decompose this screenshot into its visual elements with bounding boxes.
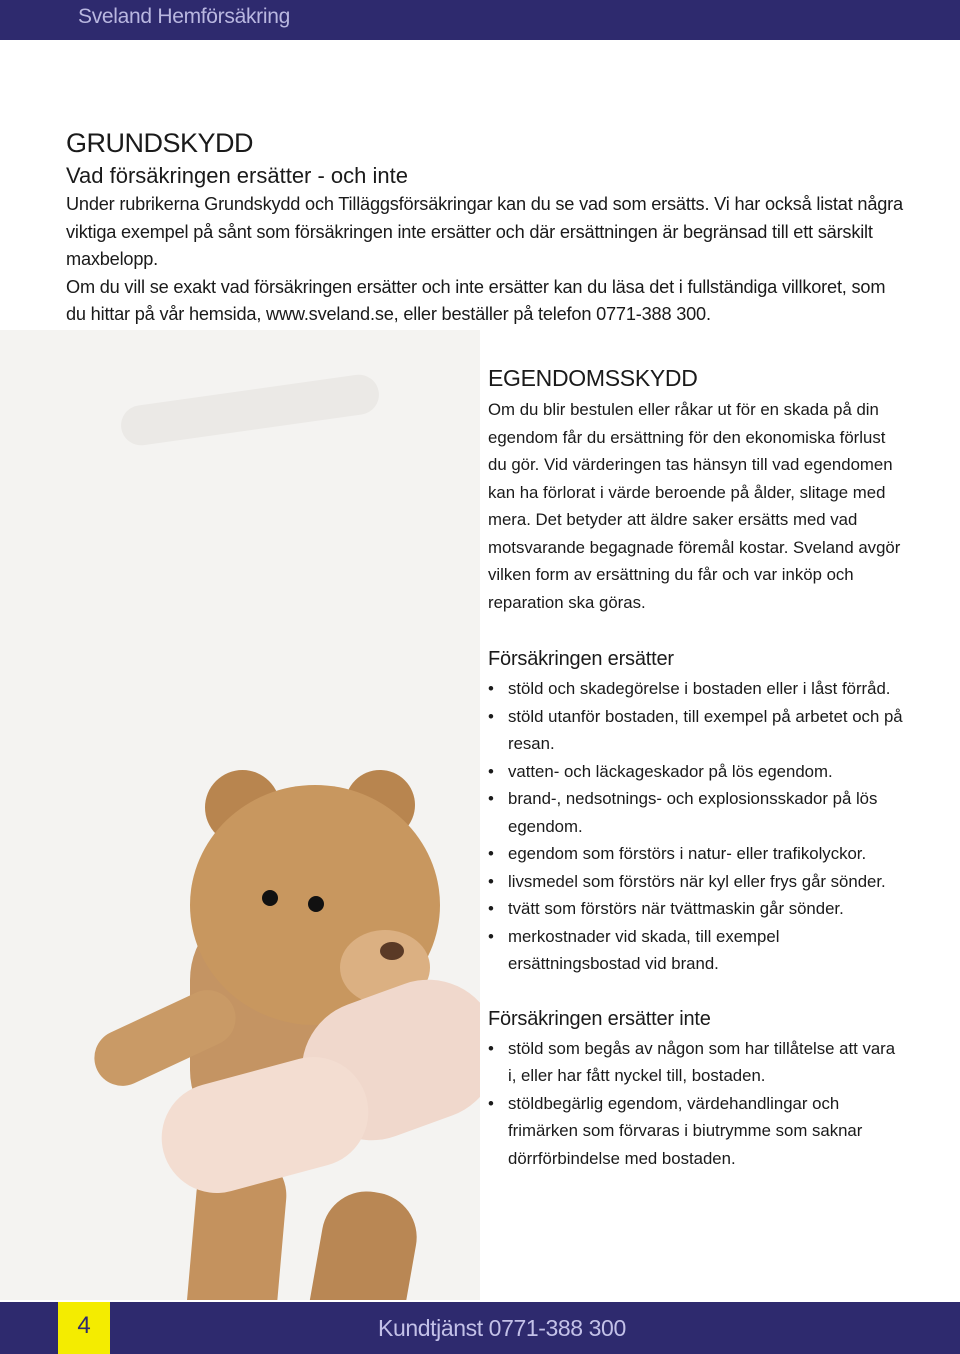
bear-eye-right (308, 896, 324, 912)
header-bar (0, 0, 960, 40)
list-item: • brand-, nedsotnings- och explosionsskador på lös egendom. (488, 785, 908, 840)
ersatter-list (488, 675, 908, 978)
footer-bar (0, 1302, 960, 1354)
egendomsskydd-title: EGENDOMSSKYDD (488, 365, 698, 391)
page-subtitle: Vad försäkringen ersätter - och inte (66, 163, 408, 188)
bear-eye-left (262, 890, 278, 906)
teddy-bear-photo (0, 330, 480, 1300)
list-item: • vatten- och läckageskador på lös egendom. (488, 758, 908, 786)
list-item: • stöld utanför bostaden, till exempel på arbetet och på resan. (488, 703, 908, 758)
list-item: • egendom som förstörs i natur- eller trafikolyckor. (488, 840, 908, 868)
list-item: • livsmedel som förstörs när kyl eller frys går sönder. (488, 868, 908, 896)
ersatter-title: Försäkringen ersätter (488, 648, 674, 670)
list-item: • merkostnader vid skada, till exempel ersättningsbostad vid brand. (488, 923, 908, 978)
right-column (488, 365, 908, 1172)
intro-paragraph-1: Under rubrikerna Grundskydd och Tilläggsförsäkringar kan du se vad som ersätts. Vi har också listat några viktiga exempel på sånt som försäkringen inte ersätter och där ersättningen är begränsad till ett särskilt maxbelopp. (66, 194, 903, 269)
list-item: • stöld och skadegörelse i bostaden eller i låst förråd. (488, 675, 908, 703)
ersatter-inte-title: Försäkringen ersätter inte (488, 1007, 711, 1030)
page-number: 4 (77, 1312, 91, 1339)
page-title: GRUNDSKYDD (66, 128, 254, 158)
header-title: Sveland Hemförsäkring (78, 5, 290, 28)
ersatter-inte-list (488, 1035, 908, 1173)
egendomsskydd-text: Om du blir bestulen eller råkar ut för en skada på din egendom får du ersättning för den ekonomiska förlust du gör. Vid värderingen tas hänsyn till vad egendomen kan ha förlorat i värde beroende på ålder, slitage med mera. Det betyder att äldre saker ersätts med vad motsvarande begagnade föremål kostar. Sveland avgör vilken form av ersättning du får och var inköp och reparation ska göras. (488, 400, 901, 612)
bear-nose (380, 942, 404, 960)
footer-contact: Kundtjänst 0771-388 300 (378, 1315, 626, 1341)
intro-paragraph-2: Om du vill se exakt vad försäkringen ersätter och inte ersätter kan du läsa det i fullständiga villkoret, som du hittar på vår hemsida, www.sveland.se, eller beställer på telefon 0771-388 300. (66, 276, 886, 324)
list-item: • stöldbegärlig egendom, värdehandlingar och frimärken som förvaras i biutrymme som saknar dörrförbindelse med bostaden. (488, 1090, 908, 1173)
list-item: • stöld som begås av någon som har tillåtelse att vara i, eller har fått nyckel till, bostaden. (488, 1035, 908, 1090)
intro-section (66, 128, 906, 329)
page-number-box (58, 1302, 110, 1354)
list-item: • tvätt som förstörs när tvättmaskin går sönder. (488, 895, 908, 923)
